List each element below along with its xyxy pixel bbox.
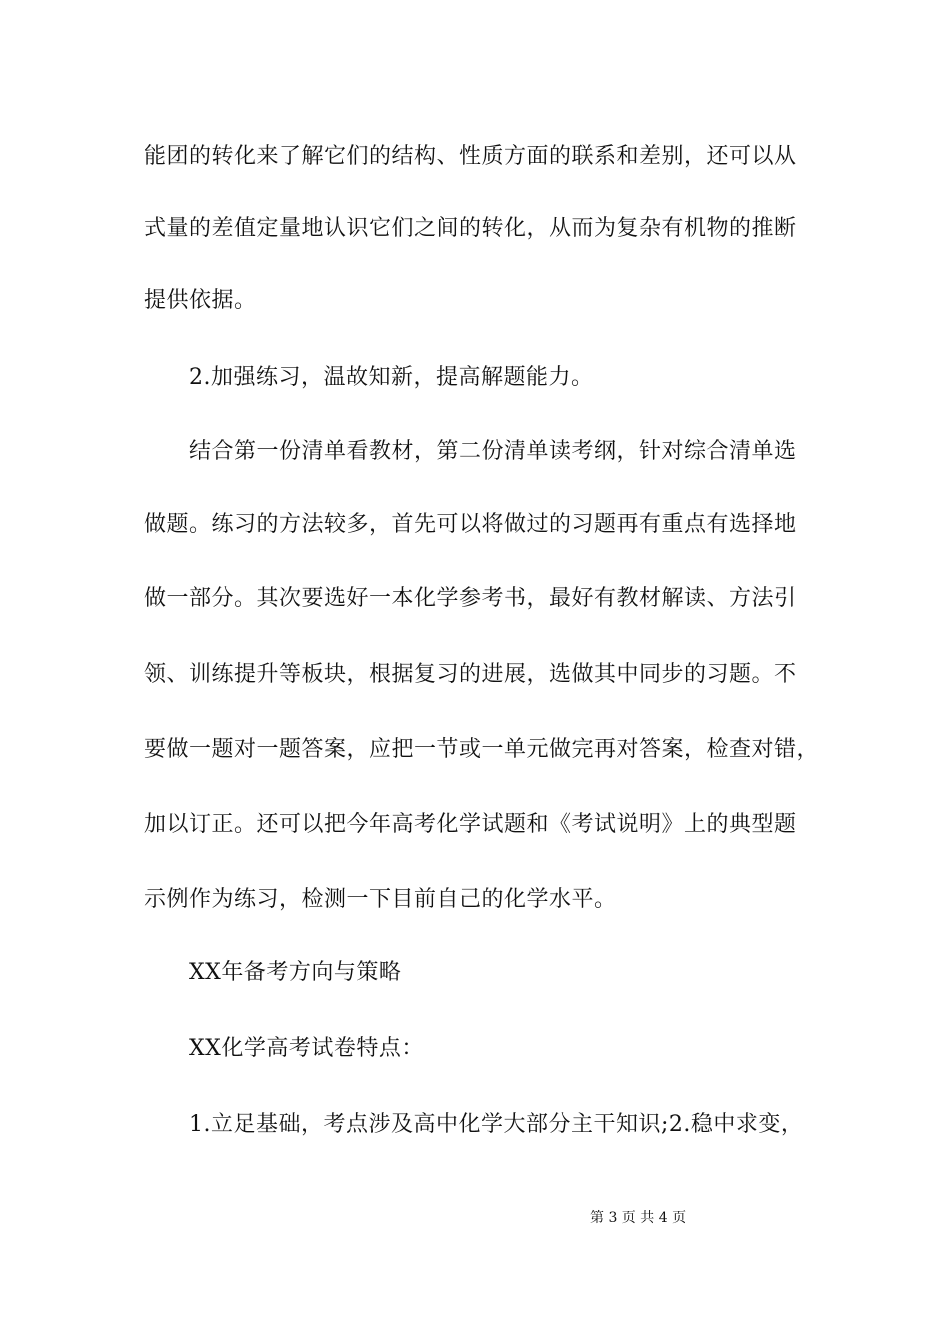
paragraph-line: 能团的转化来了解它们的结构、性质方面的联系和差别，还可以从 [144,144,797,169]
paragraph-line: 式量的差值定量地认识它们之间的转化，从而为复杂有机物的推断 [144,216,797,241]
paragraph-line: 领、训练提升等板块，根据复习的进展，选做其中同步的习题。不 [144,662,797,687]
section-heading: XX化学高考试卷特点： [189,1036,424,1061]
section-heading: XX年备考方向与策略 [189,960,402,985]
paragraph-line: 要做一题对一题答案，应把一节或一单元做完再对答案，检查对错， [144,737,820,762]
page-number-footer: 第 3 页 共 4 页 [590,1210,687,1226]
paragraph-line: 示例作为练习，检测一下目前自己的化学水平。 [144,887,617,912]
paragraph-line: 1.立足基础，考点涉及高中化学大部分主干知识;2.稳中求变， [189,1112,804,1137]
paragraph-line: 结合第一份清单看教材，第二份清单读考纲，针对综合清单选 [189,439,797,464]
paragraph-line: 提供依据。 [144,288,257,313]
paragraph-line: 做一部分。其次要选好一本化学参考书，最好有教材解读、方法引 [144,586,797,611]
paragraph-line: 加以订正。还可以把今年高考化学试题和《考试说明》上的典型题 [144,812,797,837]
section-heading: 2.加强练习，温故知新，提高解题能力。 [189,365,594,390]
paragraph-line: 做题。练习的方法较多，首先可以将做过的习题再有重点有选择地 [144,512,797,537]
